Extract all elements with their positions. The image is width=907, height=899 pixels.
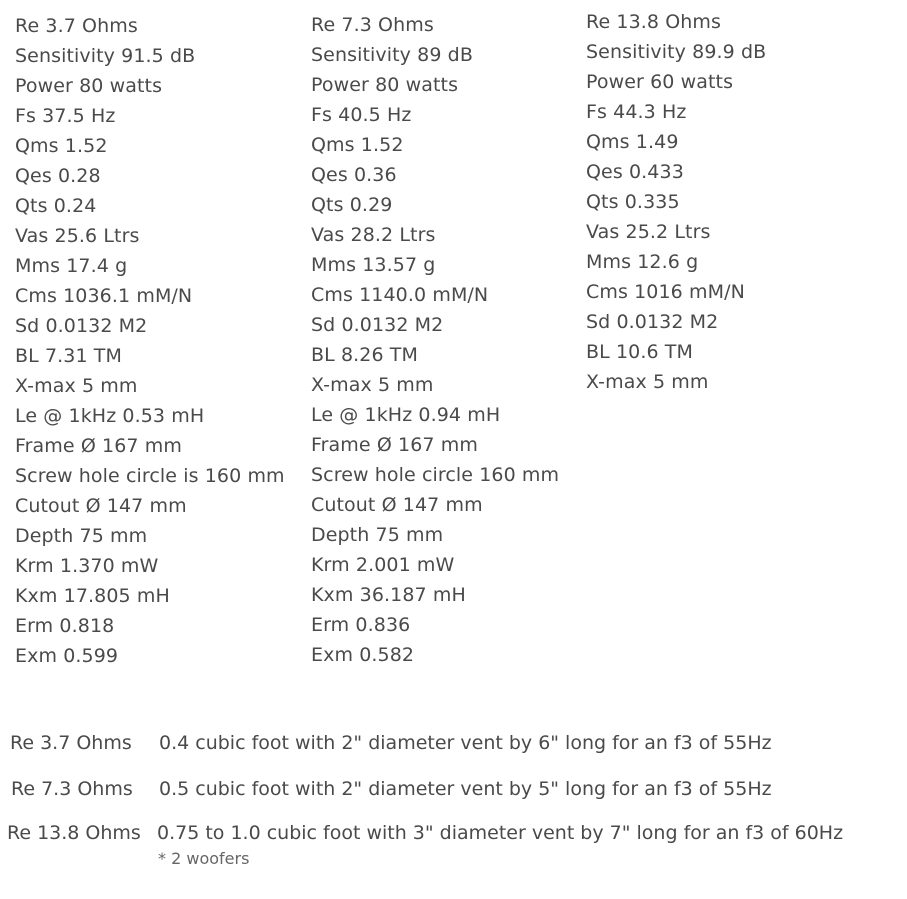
spec-item: Depth 75 mm	[15, 525, 148, 547]
spec-item: Mms 12.6 g	[586, 251, 699, 273]
spec-item: Qms 1.49	[586, 131, 679, 153]
spec-item: Kxm 17.805 mH	[15, 585, 170, 607]
recommendation-description: 0.75 to 1.0 cubic foot with 3" diameter vent by 7" long for an f3 of 60Hz	[157, 822, 844, 844]
spec-item: Sd 0.0132 M2	[311, 314, 444, 336]
recommendation-impedance: Re 7.3 Ohms	[11, 778, 133, 800]
spec-item: Frame Ø 167 mm	[311, 434, 478, 456]
spec-item: X-max 5 mm	[311, 374, 434, 396]
spec-item: Power 80 watts	[311, 74, 459, 96]
spec-item: Le @ 1kHz 0.53 mH	[15, 405, 205, 427]
woofer-count-note: * 2 woofers	[158, 849, 250, 868]
spec-item: Krm 1.370 mW	[15, 555, 159, 577]
spec-item: Qts 0.335	[586, 191, 680, 213]
spec-item: Power 80 watts	[15, 75, 163, 97]
spec-item: Frame Ø 167 mm	[15, 435, 182, 457]
spec-item: Cms 1140.0 mM/N	[311, 284, 489, 306]
recommendation-description: 0.5 cubic foot with 2" diameter vent by 5" long for an f3 of 55Hz	[159, 778, 772, 800]
spec-item: Re 7.3 Ohms	[311, 14, 434, 36]
spec-item: Sd 0.0132 M2	[586, 311, 719, 333]
spec-item: Fs 44.3 Hz	[586, 101, 687, 123]
spec-item: Qts 0.24	[15, 195, 97, 217]
spec-item: Cms 1036.1 mM/N	[15, 285, 193, 307]
spec-item: Exm 0.599	[15, 645, 119, 667]
spec-item: Vas 28.2 Ltrs	[311, 224, 436, 246]
spec-item: Fs 40.5 Hz	[311, 104, 412, 126]
recommendation-description: 0.4 cubic foot with 2" diameter vent by 6" long for an f3 of 55Hz	[159, 732, 772, 754]
recommendation-impedance: Re 13.8 Ohms	[7, 822, 141, 844]
spec-item: BL 7.31 TM	[15, 345, 123, 367]
spec-item: Erm 0.818	[15, 615, 115, 637]
spec-item: Cutout Ø 147 mm	[311, 494, 483, 516]
spec-item: Qms 1.52	[15, 135, 108, 157]
spec-item: Sd 0.0132 M2	[15, 315, 148, 337]
spec-item: Vas 25.6 Ltrs	[15, 225, 140, 247]
spec-item: Sensitivity 91.5 dB	[15, 45, 196, 67]
spec-item: Vas 25.2 Ltrs	[586, 221, 711, 243]
spec-item: Fs 37.5 Hz	[15, 105, 116, 127]
spec-item: Qms 1.52	[311, 134, 404, 156]
spec-column-re-7-3	[311, 10, 559, 670]
spec-item: Sensitivity 89.9 dB	[586, 41, 767, 63]
spec-item: Le @ 1kHz 0.94 mH	[311, 404, 501, 426]
spec-item: Screw hole circle is 160 mm	[15, 465, 285, 487]
spec-item: Screw hole circle 160 mm	[311, 464, 560, 486]
spec-item: Qts 0.29	[311, 194, 393, 216]
spec-item: Cms 1016 mM/N	[586, 281, 745, 303]
spec-item: Krm 2.001 mW	[311, 554, 455, 576]
spec-item: X-max 5 mm	[15, 375, 138, 397]
spec-item: Kxm 36.187 mH	[311, 584, 466, 606]
spec-item: Qes 0.36	[311, 164, 397, 186]
spec-column-re-13-8	[586, 7, 766, 397]
spec-item: Mms 17.4 g	[15, 255, 128, 277]
spec-item: Qes 0.28	[15, 165, 101, 187]
spec-item: BL 8.26 TM	[311, 344, 419, 366]
spec-item: Mms 13.57 g	[311, 254, 436, 276]
spec-item: BL 10.6 TM	[586, 341, 694, 363]
spec-item: Power 60 watts	[586, 71, 734, 93]
recommendation-impedance: Re 3.7 Ohms	[10, 732, 132, 754]
spec-item: Erm 0.836	[311, 614, 411, 636]
spec-item: X-max 5 mm	[586, 371, 709, 393]
spec-item: Depth 75 mm	[311, 524, 444, 546]
spec-item: Exm 0.582	[311, 644, 415, 666]
spec-item: Qes 0.433	[586, 161, 684, 183]
spec-item: Sensitivity 89 dB	[311, 44, 473, 66]
spec-column-re-3-7	[15, 11, 285, 671]
spec-item: Cutout Ø 147 mm	[15, 495, 187, 517]
spec-item: Re 3.7 Ohms	[15, 15, 138, 37]
spec-item: Re 13.8 Ohms	[586, 11, 722, 33]
